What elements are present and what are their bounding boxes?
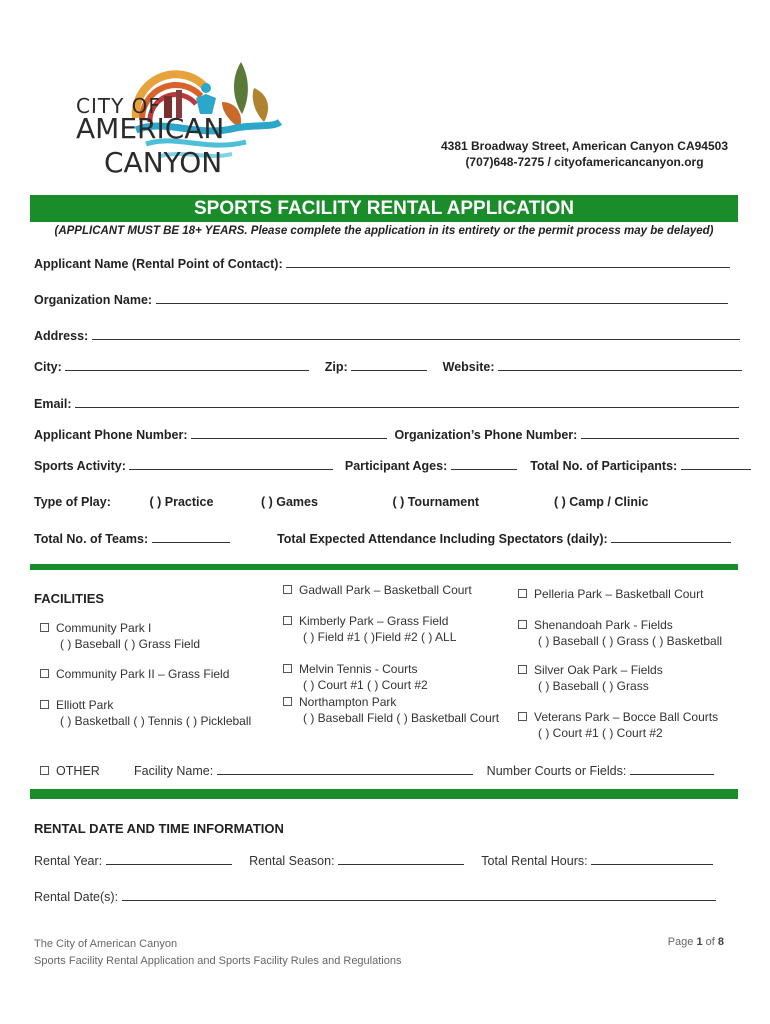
facilities-heading: FACILITIES bbox=[34, 591, 105, 606]
facility-name: Kimberly Park – Grass Field bbox=[299, 614, 449, 628]
other-label: OTHER bbox=[56, 764, 100, 778]
applicant-name-field[interactable] bbox=[286, 256, 730, 268]
teams-attendance-row bbox=[34, 531, 731, 546]
city-field[interactable] bbox=[65, 359, 309, 371]
play-camp-option[interactable]: ( ) Camp / Clinic bbox=[553, 495, 649, 509]
address-field[interactable] bbox=[92, 328, 740, 340]
checkbox[interactable] bbox=[518, 589, 527, 598]
address-row bbox=[34, 328, 740, 343]
total-participants-label: Total No. of Participants: bbox=[530, 459, 678, 473]
play-practice-option[interactable]: ( ) Practice bbox=[149, 495, 214, 509]
facility-name: Shenandoah Park - Fields bbox=[534, 618, 673, 632]
section-divider-bottom bbox=[30, 789, 738, 799]
header-address-block bbox=[441, 138, 728, 170]
total-teams-label: Total No. of Teams: bbox=[34, 532, 149, 546]
total-attendance-label: Total Expected Attendance Including Spectators (daily): bbox=[277, 532, 608, 546]
facility-options[interactable]: ( ) Court #1 ( ) Court #2 bbox=[538, 726, 663, 740]
logo-text-canyon: CANYON bbox=[104, 146, 223, 179]
footer-info bbox=[34, 936, 401, 970]
organization-name-label: Organization Name: bbox=[34, 293, 153, 307]
sports-activity-field[interactable] bbox=[129, 458, 333, 470]
org-phone-label: Organization’s Phone Number: bbox=[394, 428, 578, 442]
zip-field[interactable] bbox=[351, 359, 427, 371]
facility-gadwall-park bbox=[283, 582, 472, 598]
rental-year-field[interactable] bbox=[106, 853, 232, 865]
facility-name: Elliott Park bbox=[56, 698, 114, 712]
participant-ages-label: Participant Ages: bbox=[344, 459, 448, 473]
facility-community-park-1 bbox=[40, 620, 200, 652]
total-attendance-field[interactable] bbox=[611, 531, 731, 543]
email-field[interactable] bbox=[75, 396, 739, 408]
facility-name: Silver Oak Park – Fields bbox=[534, 663, 663, 677]
checkbox[interactable] bbox=[40, 623, 49, 632]
type-of-play-label: Type of Play: bbox=[34, 495, 111, 509]
city-zip-website-row bbox=[34, 359, 742, 374]
phone-row bbox=[34, 427, 739, 442]
checkbox[interactable] bbox=[40, 766, 49, 775]
number-courts-label: Number Courts or Fields: bbox=[486, 764, 627, 778]
city-logo bbox=[36, 58, 286, 178]
zip-label: Zip: bbox=[324, 360, 348, 374]
page-prefix: Page bbox=[667, 936, 697, 948]
facility-options[interactable]: ( ) Baseball ( ) Grass Field bbox=[60, 637, 201, 651]
rental-dates-field[interactable] bbox=[122, 889, 716, 901]
email-label: Email: bbox=[34, 397, 72, 411]
facility-other-row bbox=[40, 763, 714, 779]
applicant-name-row bbox=[34, 256, 730, 271]
sports-activity-label: Sports Activity: bbox=[34, 459, 126, 473]
facility-options[interactable]: ( ) Court #1 ( ) Court #2 bbox=[303, 678, 428, 692]
facility-name: Community Park I bbox=[56, 621, 152, 635]
page-total: 8 bbox=[717, 936, 724, 948]
header-contact: (707)648-7275 / cityofamericancanyon.org bbox=[465, 155, 704, 169]
facility-elliott-park bbox=[40, 697, 251, 729]
number-courts-field[interactable] bbox=[630, 763, 714, 775]
website-label: Website: bbox=[442, 360, 495, 374]
checkbox[interactable] bbox=[518, 712, 527, 721]
checkbox[interactable] bbox=[283, 585, 292, 594]
logo-text-american: AMERICAN bbox=[76, 112, 225, 145]
checkbox[interactable] bbox=[518, 620, 527, 629]
rental-year-season-row bbox=[34, 853, 713, 868]
organization-name-row bbox=[34, 292, 728, 307]
city-label: City: bbox=[34, 360, 62, 374]
checkbox[interactable] bbox=[283, 664, 292, 673]
rental-season-label: Rental Season: bbox=[249, 854, 335, 868]
type-of-play-row bbox=[34, 495, 648, 509]
page-of: of bbox=[702, 936, 718, 948]
rental-hours-label: Total Rental Hours: bbox=[481, 854, 588, 868]
logo-text-city: CITY OF bbox=[76, 94, 161, 118]
footer-org: The City of American Canyon bbox=[34, 938, 178, 950]
facility-name-field[interactable] bbox=[217, 763, 473, 775]
sports-activity-row bbox=[34, 458, 751, 473]
rental-year-label: Rental Year: bbox=[34, 854, 103, 868]
facility-options[interactable]: ( ) Baseball ( ) Grass ( ) Basketball bbox=[538, 634, 723, 648]
header-address: 4381 Broadway Street, American Canyon CA94503 bbox=[440, 139, 728, 153]
address-label: Address: bbox=[34, 329, 89, 343]
rental-season-field[interactable] bbox=[338, 853, 464, 865]
facility-options[interactable]: ( ) Basketball ( ) Tennis ( ) Pickleball bbox=[60, 714, 252, 728]
rental-hours-field[interactable] bbox=[591, 853, 713, 865]
facility-name: Melvin Tennis - Courts bbox=[299, 662, 418, 676]
rental-dates-label: Rental Date(s): bbox=[34, 890, 119, 904]
facility-melvin-tennis bbox=[283, 661, 428, 693]
facility-name: Northampton Park bbox=[299, 695, 397, 709]
checkbox[interactable] bbox=[40, 669, 49, 678]
facility-northampton-park bbox=[283, 694, 499, 726]
play-games-option[interactable]: ( ) Games bbox=[260, 495, 318, 509]
checkbox[interactable] bbox=[40, 700, 49, 709]
org-phone-field[interactable] bbox=[581, 427, 739, 439]
page-number bbox=[668, 936, 724, 948]
form-subtitle: (APPLICANT MUST BE 18+ YEARS. Please complete the application in its entirety or the permit process may be delayed) bbox=[54, 225, 714, 237]
facility-community-park-2 bbox=[40, 666, 229, 682]
footer-doc: Sports Facility Rental Application and Sports Facility Rules and Regulations bbox=[34, 955, 402, 967]
checkbox[interactable] bbox=[283, 616, 292, 625]
total-participants-field[interactable] bbox=[681, 458, 751, 470]
rental-dates-row bbox=[34, 889, 716, 904]
applicant-name-label: Applicant Name (Rental Point of Contact): bbox=[34, 257, 283, 271]
email-row bbox=[34, 396, 739, 411]
facility-name: Gadwall Park – Basketball Court bbox=[299, 583, 472, 597]
facility-name: Veterans Park – Bocce Ball Courts bbox=[534, 710, 719, 724]
website-field[interactable] bbox=[498, 359, 742, 371]
applicant-phone-field[interactable] bbox=[191, 427, 387, 439]
facility-name: Community Park II – Grass Field bbox=[56, 667, 230, 681]
form-title: SPORTS FACILITY RENTAL APPLICATION bbox=[30, 195, 738, 222]
checkbox[interactable] bbox=[518, 665, 527, 674]
facility-name: Pelleria Park – Basketball Court bbox=[534, 587, 704, 601]
facility-silver-oak-park bbox=[518, 662, 663, 694]
applicant-phone-label: Applicant Phone Number: bbox=[34, 428, 188, 442]
facility-kimberly-park bbox=[283, 613, 456, 645]
facility-options[interactable]: ( ) Baseball Field ( ) Basketball Court bbox=[303, 711, 500, 725]
rental-heading: RENTAL DATE AND TIME INFORMATION bbox=[34, 821, 284, 836]
facility-shenandoah-park bbox=[518, 617, 722, 649]
facility-options[interactable]: ( ) Baseball ( ) Grass bbox=[538, 679, 649, 693]
section-divider-top bbox=[30, 564, 738, 570]
facility-name-label: Facility Name: bbox=[134, 764, 214, 778]
total-teams-field[interactable] bbox=[152, 531, 230, 543]
organization-name-field[interactable] bbox=[156, 292, 728, 304]
facility-veterans-park bbox=[518, 709, 718, 741]
play-tournament-option[interactable]: ( ) Tournament bbox=[392, 495, 480, 509]
page-current: 1 bbox=[696, 936, 703, 948]
facility-pelleria-park bbox=[518, 586, 703, 602]
participant-ages-field[interactable] bbox=[451, 458, 517, 470]
checkbox[interactable] bbox=[283, 697, 292, 706]
facility-options[interactable]: ( ) Field #1 ( )Field #2 ( ) ALL bbox=[303, 630, 457, 644]
